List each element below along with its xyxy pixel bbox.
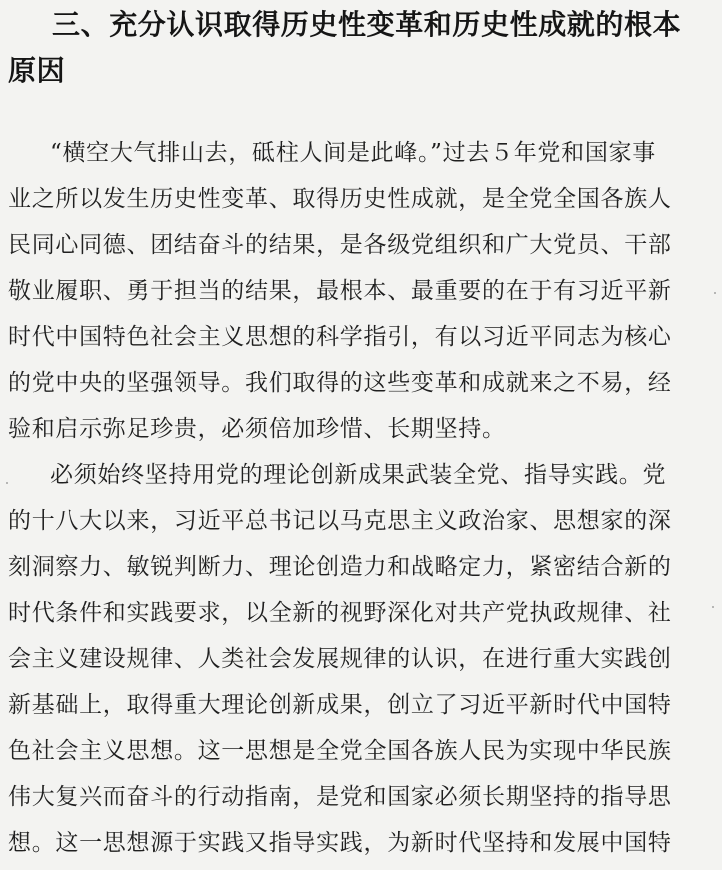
- paragraph-1-line-4: 敬业履职、勇于担当的结果，最根本、最重要的在于有习近平新: [8, 278, 672, 304]
- heading-spacer: [8, 100, 714, 134]
- paragraph-1-line-7: 验和启示弥足珍贵，必须倍加珍惜、长期坚持。: [8, 416, 506, 442]
- paragraph-2-line-7: 色社会主义思想。这一思想是全党全国各族人民为实现中华民族: [8, 738, 672, 764]
- paragraph-2-line-6: 新基础上，取得重大理论创新成果，创立了习近平新时代中国特: [8, 692, 672, 718]
- paragraph-1-line-2: 业之所以发生历史性变革、取得历史性成就，是全党全国各族人: [8, 186, 672, 212]
- paragraph-1-line-5: 时代中国特色社会主义思想的科学指引，有以习近平同志为核心: [8, 324, 672, 350]
- paragraph-1-line-1: “横空大气排山去，砥柱人间是此峰。”过去５年党和国家事: [50, 140, 656, 166]
- paragraph-2-line-1: 必须始终坚持用党的理论创新成果武装全党、指导实践。党: [50, 462, 667, 488]
- paragraph-2-line-5: 会主义建设规律、人类社会发展规律的认识，在进行重大实践创: [8, 646, 672, 672]
- paragraph-1-line-3: 民同心同德、团结奋斗的结果，是各级党组织和广大党员、干部: [8, 232, 672, 258]
- scan-speck: [714, 292, 716, 294]
- paragraph-2-line-8: 伟大复兴而奋斗的行动指南，是党和国家必须长期坚持的指导思: [8, 784, 672, 810]
- section-heading-line-2: 原因: [8, 54, 66, 87]
- section-heading-line-1: 三、充分认识取得历史性变革和历史性成就的根本: [52, 8, 682, 41]
- paragraph-2-line-4: 时代条件和实践要求，以全新的视野深化对共产党执政规律、社: [8, 600, 672, 626]
- paragraph-2-line-3: 刻洞察力、敏锐判断力、理论创造力和战略定力，紧密结合新的: [8, 554, 672, 580]
- paragraph-2-line-2: 的十八大以来，习近平总书记以马克思主义政治家、思想家的深: [8, 508, 672, 534]
- paragraph-2-line-9: 想。这一思想源于实践又指导实践，为新时代坚持和发展中国特: [8, 830, 672, 856]
- paragraph-1: [8, 134, 714, 456]
- scan-speck: [712, 606, 714, 608]
- scan-speck: [6, 482, 8, 484]
- paragraph-1-line-6: 的党中央的坚强领导。我们取得的这些变革和成就来之不易，经: [8, 370, 672, 396]
- paragraph-2: [8, 456, 714, 870]
